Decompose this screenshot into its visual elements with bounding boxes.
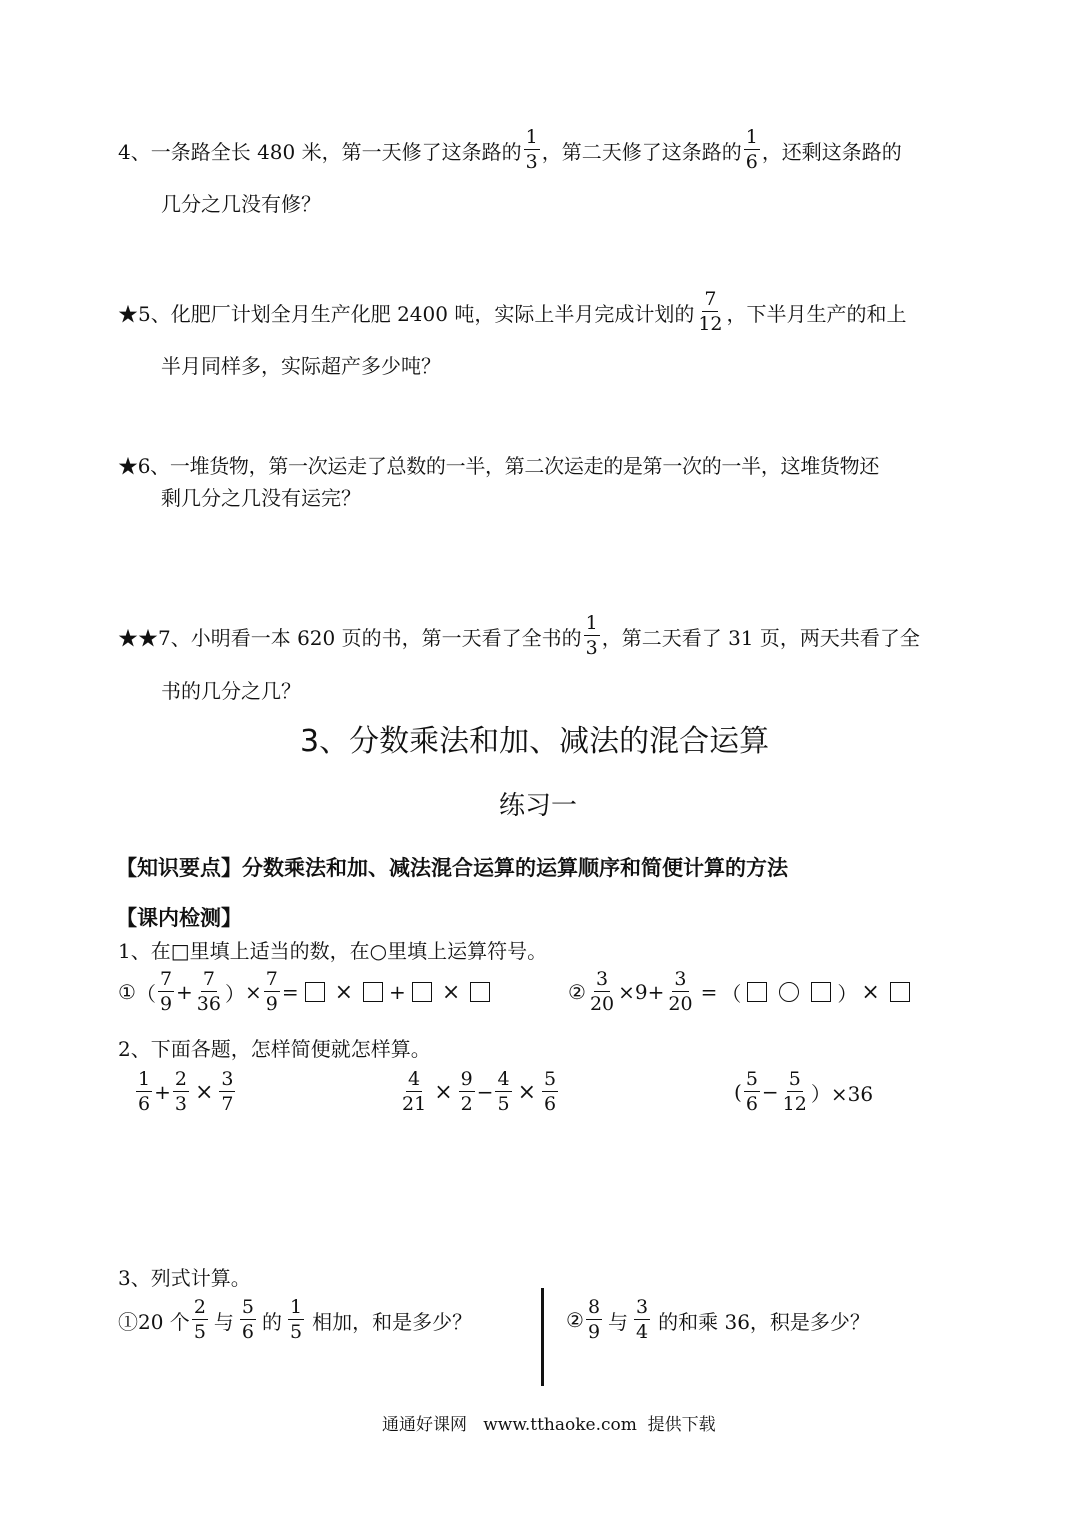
q4-suffix: ，还剩这条路的 [761, 139, 902, 164]
fraction: $\frac{7}{12}$ [698, 288, 723, 335]
q5-suffix: ，下半月生产的和上 [726, 301, 907, 326]
operator: × [861, 979, 880, 1005]
fraction: $\frac{1}{6}$ [745, 126, 758, 173]
operator: − [761, 1080, 779, 1104]
paren: ） [837, 981, 858, 1006]
fraction: $\frac{1}{3}$ [585, 612, 598, 659]
column-divider [541, 1288, 544, 1386]
knowledge-points [116, 852, 788, 882]
problem-3a [118, 1298, 472, 1342]
knowledge-text: 分数乘法和加、减法混合运算的运算顺序和简便计算的方法 [242, 856, 788, 880]
fraction: $\frac{3}{20}$ [589, 968, 615, 1015]
question-5-line2: 半月同样多，实际超产多少吨？ [161, 354, 441, 378]
question-4-line1 [118, 128, 902, 172]
operator: × [441, 979, 461, 1005]
operator: + [176, 980, 193, 1004]
fraction: $\frac{4}{5}$ [497, 1068, 510, 1115]
p3b-suffix: 的和乘 36，积是多少？ [658, 1309, 870, 1334]
answer-box[interactable] [470, 982, 490, 1002]
fraction: $\frac{5}{6}$ [241, 1296, 254, 1343]
p3a-prefix: ①20 个 [118, 1309, 190, 1334]
question-6-line2: 剩几分之几没有运完？ [161, 486, 361, 510]
fraction: $\frac{5}{6}$ [745, 1068, 758, 1115]
q7-prefix: ★★7、小明看一本 620 页的书，第一天看了全书的 [118, 625, 582, 650]
fraction: $\frac{5}{12}$ [782, 1068, 807, 1115]
fraction: $\frac{7}{9}$ [265, 968, 278, 1015]
marker: ① [118, 980, 136, 1004]
problem-2-expression-3 [734, 1070, 873, 1114]
exercise-title: 练习一 [499, 791, 578, 821]
word: 与 [608, 1309, 629, 1334]
check-label: 【课内检测】 [116, 906, 242, 930]
answer-box[interactable] [412, 982, 432, 1002]
answer-box[interactable] [811, 982, 831, 1002]
paren: ） [224, 981, 245, 1006]
problem-3-instruction: 3、列式计算。 [118, 1266, 251, 1290]
q4-prefix: 4、一条路全长 480 米，第一天修了这条路的 [118, 139, 522, 164]
operator: = [281, 980, 299, 1004]
fraction: $\frac{2}{3}$ [174, 1068, 187, 1115]
problem-2-expression-1 [134, 1070, 237, 1114]
p3b-prefix: ② [566, 1308, 584, 1332]
fraction: $\frac{2}{5}$ [193, 1296, 206, 1343]
operator: × [517, 1079, 537, 1105]
paren: ( [734, 1080, 742, 1104]
q7-suffix: ，第二天看了 31 页，两天共看了全 [601, 625, 920, 650]
problem-1-instruction: 1、在□里填上适当的数，在○里填上运算符号。 [118, 939, 548, 963]
operator: × [334, 979, 354, 1005]
problem-2-instruction: 2、下面各题，怎样简便就怎样算。 [118, 1037, 431, 1061]
operator-circle[interactable] [779, 982, 799, 1002]
problem-2-expression-2 [398, 1070, 560, 1114]
fraction: $\frac{1}{5}$ [290, 1296, 303, 1343]
fraction: $\frac{1}{3}$ [525, 126, 538, 173]
footer-credit: 通通好课网 www.tthaoke.com 提供下载 [382, 1415, 716, 1435]
answer-box[interactable] [747, 982, 767, 1002]
operator: − [476, 1080, 494, 1104]
q4-mid: ，第二天修了这条路的 [541, 139, 742, 164]
fraction: $\frac{3}{7}$ [221, 1068, 234, 1115]
word: 与 [213, 1309, 234, 1334]
problem-1a [118, 970, 496, 1014]
fraction: $\frac{8}{9}$ [587, 1296, 601, 1343]
question-5-line1 [118, 290, 907, 334]
fraction: $\frac{7}{36}$ [196, 968, 221, 1015]
word: 的 [262, 1309, 282, 1334]
operator: × [244, 980, 262, 1004]
fraction: $\frac{3}{4}$ [636, 1296, 649, 1343]
answer-box[interactable] [305, 982, 325, 1002]
question-6-line1: ★6、一堆货物，第一次运走了总数的一半，第二次运走的是第一次的一半，这堆货物还 [118, 454, 880, 478]
problem-3b [566, 1298, 870, 1342]
fraction: $\frac{4}{21}$ [402, 1068, 427, 1115]
paren: （ [135, 981, 156, 1006]
operator: ×9+ [618, 980, 665, 1004]
question-7-line1 [118, 614, 920, 658]
problem-1b [568, 970, 916, 1014]
paren: （ [721, 981, 742, 1006]
question-4-line2: 几分之几没有修？ [161, 192, 321, 216]
fraction: $\frac{9}{2}$ [460, 1068, 473, 1115]
operator: + [389, 980, 406, 1004]
p3a-suffix: 相加，和是多少？ [312, 1309, 473, 1334]
operator: = [700, 980, 718, 1004]
fraction: $\frac{5}{6}$ [544, 1068, 557, 1115]
question-7-line2: 书的几分之几？ [161, 679, 301, 703]
operator: × [194, 1079, 214, 1105]
q5-prefix: ★5、化肥厂计划全月生产化肥 2400 吨，实际上半月完成计划的 [118, 301, 695, 326]
marker: ② [568, 980, 586, 1004]
answer-box[interactable] [363, 982, 383, 1002]
answer-box[interactable] [890, 982, 910, 1002]
fraction: $\frac{3}{20}$ [668, 968, 693, 1015]
fraction: $\frac{1}{6}$ [138, 1068, 151, 1115]
operator: × [434, 1079, 453, 1105]
knowledge-label: 【知识要点】 [116, 856, 242, 880]
paren: ）×36 [810, 1081, 874, 1106]
section-title: 3、分数乘法和加、减法的混合运算 [300, 724, 770, 759]
fraction: $\frac{7}{9}$ [159, 968, 173, 1015]
operator: + [154, 1080, 171, 1104]
